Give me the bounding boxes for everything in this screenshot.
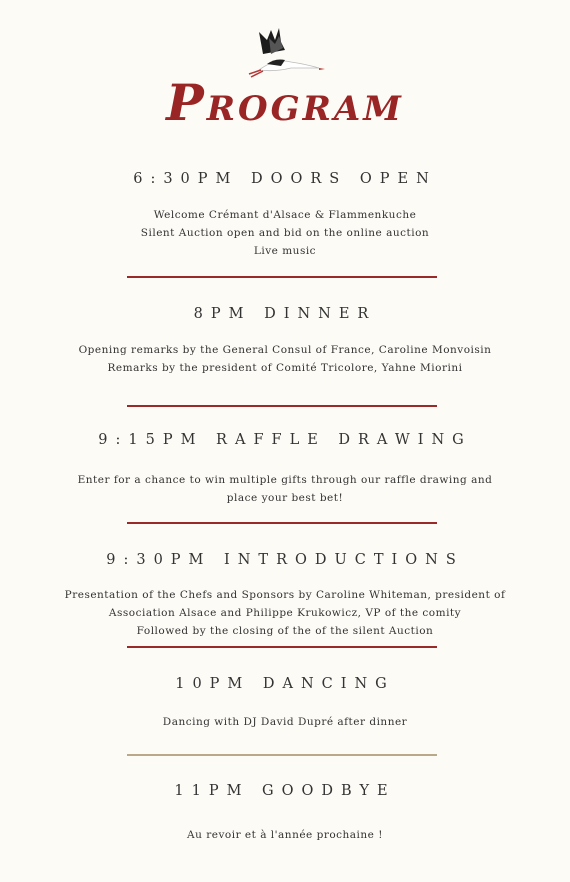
section-line: Remarks by the president of Comité Tricolore, Yahne Miorini <box>107 361 463 374</box>
section-line: Opening remarks by the General Consul of France, Caroline Monvoisin <box>78 343 492 356</box>
title-initial: P <box>166 73 207 132</box>
title-rest: ROGRAM <box>206 89 404 129</box>
section-line: Au revoir et à l'année prochaine ! <box>187 828 383 841</box>
section-line: Association Alsace and Philippe Krukowicz, VP of the comity <box>108 606 462 619</box>
section-line: Dancing with DJ David Dupré after dinner <box>162 715 408 728</box>
section-heading: 6:30PM DOORS OPEN <box>133 171 437 187</box>
section-heading: 9:15PM RAFFLE DRAWING <box>98 432 472 448</box>
section-divider <box>127 276 437 278</box>
section-line: place your best bet! <box>226 491 344 504</box>
program-section-introductions <box>0 553 570 640</box>
section-divider <box>127 405 437 407</box>
section-divider <box>127 522 437 524</box>
section-divider <box>127 646 437 648</box>
section-heading: 11PM GOODBYE <box>174 783 396 799</box>
section-heading: 9:30PM INTRODUCTIONS <box>106 552 464 568</box>
section-heading: 8PM DINNER <box>193 306 377 322</box>
section-heading: 10PM DANCING <box>175 676 395 692</box>
stork-icon <box>245 24 325 80</box>
section-line: Followed by the closing of the of the silent Auction <box>136 624 434 637</box>
section-line: Live music <box>253 244 317 257</box>
page-title <box>0 73 570 132</box>
program-section-goodbye <box>0 784 570 844</box>
program-section-dancing <box>0 677 570 731</box>
section-line: Presentation of the Chefs and Sponsors by Caroline Whiteman, president of <box>64 588 506 601</box>
program-section-raffle-drawing <box>0 433 570 507</box>
section-line: Silent Auction open and bid on the online auction <box>140 226 430 239</box>
program-section-dinner <box>0 307 570 377</box>
section-line: Welcome Crémant d'Alsace & Flammenkuche <box>153 208 417 221</box>
section-divider <box>127 754 437 756</box>
program-section-doors-open <box>0 172 570 260</box>
section-line: Enter for a chance to win multiple gifts through our raffle drawing and <box>77 473 493 486</box>
